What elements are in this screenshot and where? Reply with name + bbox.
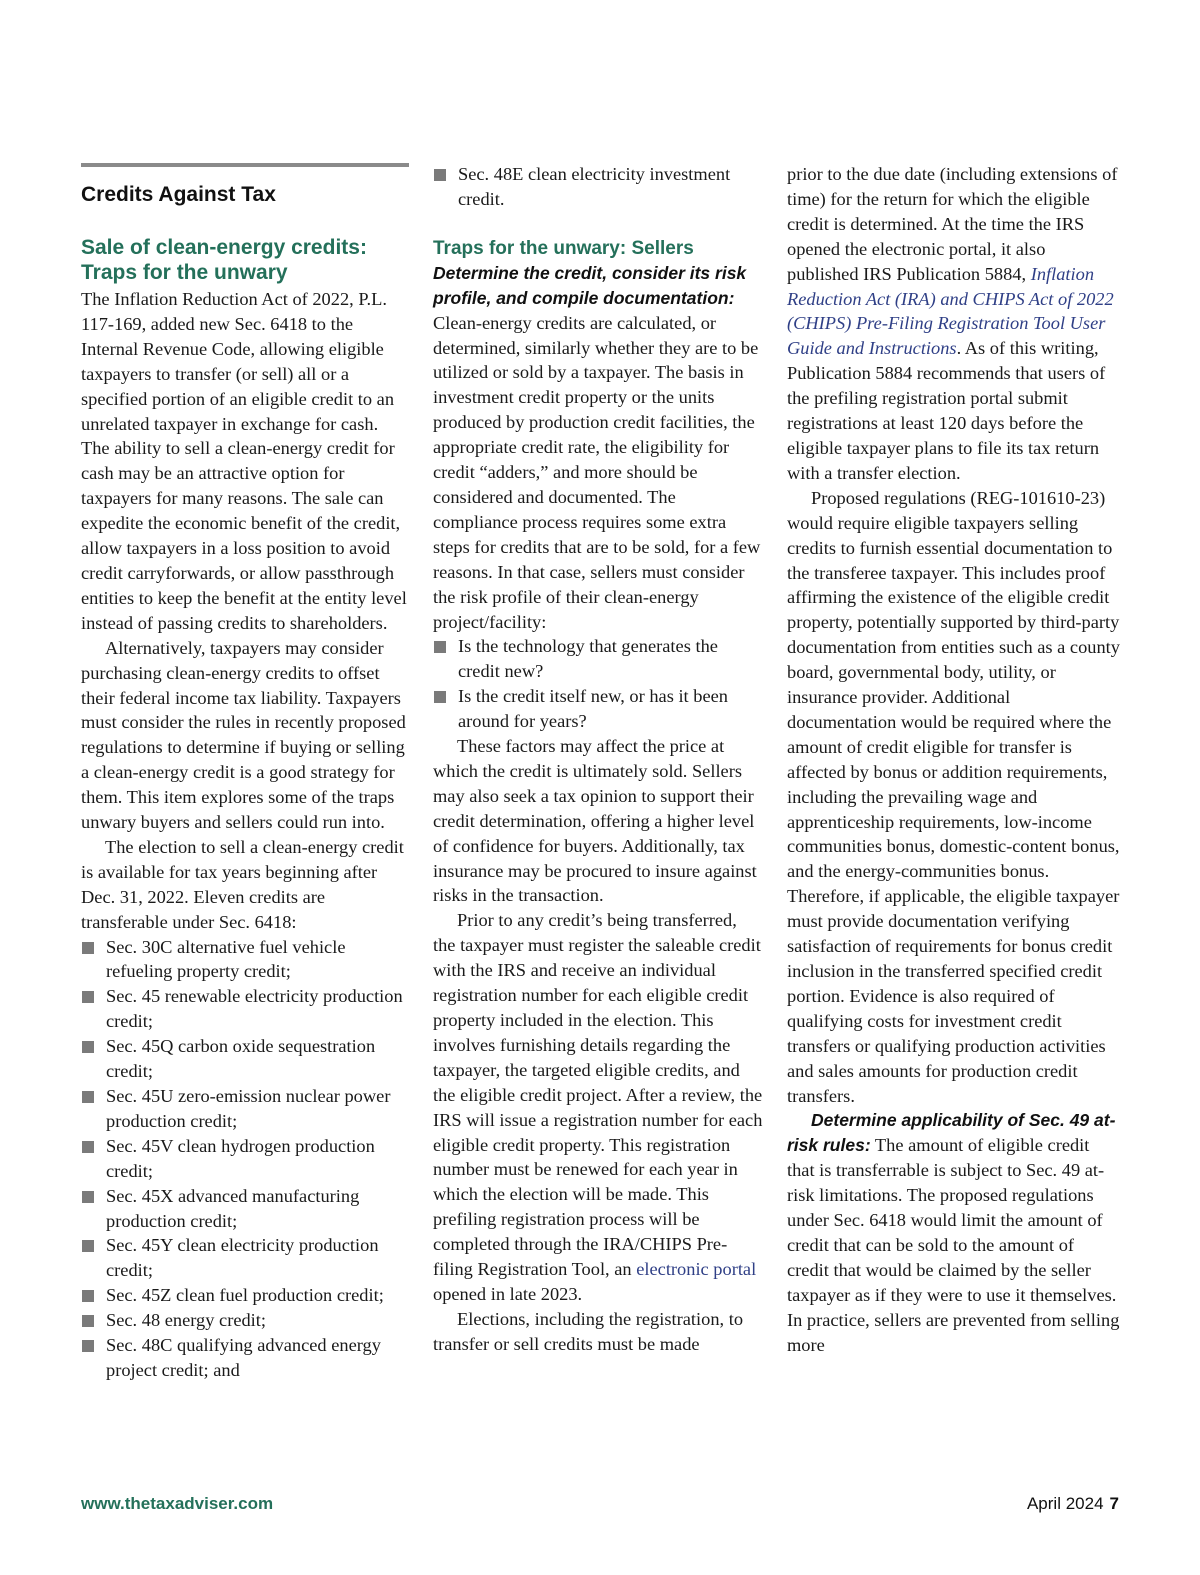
credits-list-continued (433, 162, 763, 212)
section-heading: Credits Against Tax (81, 183, 276, 206)
page-number: 7 (1109, 1494, 1119, 1513)
at-risk-paragraph (787, 1108, 1120, 1357)
electronic-portal-link[interactable]: electronic portal (636, 1259, 757, 1280)
due-date-paragraph (787, 162, 1120, 486)
proposed-regulations-paragraph: Proposed regulations (REG-101610-23) would require eligible taxpayers selling credits to furnish essential documentation to the transferee taxpayer. This includes proof affirming the existence of the eligible credit property, potentially supported by third-party documentation from entities such as a county board, governmental body, utility, or insurance provider. Additional documentation would be required where the amount of credit eligible for transfer is affected by bonus or addition requirements, including the prevailing wage and apprenticeship requirements, low-income communities bonus, domestic-content bonus, and the energy-communities bonus. Therefore, if applicable, the eligible taxpayer must provide documentation verifying satisfaction of requirements for bonus credit inclusion in the transferred specified credit portion. Evidence is also required of qualifying costs for investment credit transfers or qualifying production activities and sales amounts for production credit transfers. (787, 487, 1120, 1106)
list-item: Sec. 45Y clean electricity production credit; (81, 1233, 409, 1283)
article-title-line-2: Traps for the unwary (81, 261, 288, 284)
election-paragraph: The election to sell a clean-energy credit is available for tax years beginning after Dec. 31, 2022. Eleven credits are transferable under Sec. 6418: (81, 836, 404, 932)
registration-text: Prior to any credit’s being transferred, the taxpayer must register the saleable credit with the IRS and receive an individual registration number for each eligible credit property included in the election. This involves furnishing details regarding the taxpayer, the targeted eligible credits, and the eligible credit project. After a review, the IRS will issue a registration number for each eligible credit property. This registration number must be renewed for each year in which the election will be made. This prefiling registration process will be completed through the IRA/CHIPS Pre-filing Registration Tool, an (433, 910, 763, 1280)
footer-url[interactable]: www.thetaxadviser.com (81, 1494, 274, 1513)
top-rule (81, 163, 409, 167)
determine-credit-text: Clean-energy credits are calculated, or determined, similarly whether they are to be utilized or sold by a taxpayer. The basis in investment credit property or the units produced by production credit facilities, the appropriate credit rate, the eligibility for credit “adders,” and more should be considered and documented. The compliance process requires some extra steps for credits that are to be sold, for a few reasons. In that case, sellers must consider the risk profile of their clean-energy project/facility: (433, 312, 761, 632)
list-item: Sec. 45X advanced manufacturing production credit; (81, 1184, 409, 1234)
list-item: Sec. 48E clean electricity investment credit. (433, 162, 763, 212)
column-1 (81, 287, 409, 1383)
list-item: Sec. 30C alternative fuel vehicle refueling property credit; (81, 935, 409, 985)
intro-paragraph: The Inflation Reduction Act of 2022, P.L. 117-169, added new Sec. 6418 to the Internal Revenue Code, allowing eligible taxpayers to transfer (or sell) all or a specified portion of an eligible credit to an unrelated taxpayer in exchange for cash. The ability to sell a clean-energy credit for cash may be an attractive option for taxpayers for many reasons. The sale can expedite the economic benefit of the credit, allow taxpayers in a loss position to avoid credit carryforwards, or allow passthrough entities to keep the benefit at the entity level instead of passing credits to shareholders. (81, 289, 407, 633)
registration-text-end: opened in late 2023. (433, 1283, 583, 1304)
due-date-text-end: . As of this writing, Publication 5884 recommends that users of the prefiling registration portal submit registrations at least 120 days before the eligible taxpayer plans to file its tax return with a transfer election. (787, 338, 1106, 483)
at-risk-text: The amount of eligible credit that is transferrable is subject to Sec. 49 at-risk limitations. The proposed regulations under Sec. 6418 would limit the amount of credit that can be sold to the amount of credit that would be claimed by the seller taxpayer as if they were to use it themselves. In practice, sellers are prevented from selling more (787, 1135, 1120, 1355)
buyers-paragraph: Alternatively, taxpayers may consider purchasing clean-energy credits to offset their federal income tax liability. Taxpayers must consider the rules in recently proposed regulations to determine if buying or selling a clean-energy credit is a good strategy for them. This item explores some of the traps unwary buyers and sellers could run into. (81, 637, 406, 833)
list-item: Sec. 45V clean hydrogen production credit; (81, 1134, 409, 1184)
article-title (81, 235, 411, 285)
sellers-heading: Traps for the unwary: Sellers (433, 237, 694, 259)
due-date-text: prior to the due date (including extensions of time) for the return for which the eligible credit is determined. At the time the IRS opened the electronic portal, it also published IRS Publication 5884, (787, 164, 1118, 284)
list-item: Is the credit itself new, or has it been around for years? (433, 684, 763, 734)
list-item: Sec. 48C qualifying advanced energy project credit; and (81, 1333, 409, 1383)
footer-date: April 2024 (1026, 1494, 1104, 1513)
determine-credit-paragraph (433, 261, 763, 635)
column-2 (433, 162, 763, 1357)
credits-list (81, 935, 409, 1383)
elections-paragraph: Elections, including the registration, to transfer or sell credits must be made (433, 1308, 744, 1354)
determine-credit-runin: Determine the credit, consider its risk profile, and compile documentation: (433, 262, 747, 308)
list-item: Sec. 45 renewable electricity production credit; (81, 984, 409, 1034)
registration-paragraph (433, 908, 763, 1307)
at-risk-runin: Determine applicability of Sec. 49 at-risk rules: (787, 1110, 1116, 1156)
price-factors-paragraph: These factors may affect the price at which the credit is ultimately sold. Sellers may also seek a tax opinion to support their credit determination, offering a higher level of confidence for buyers. Additionally, tax insurance may be procured to insure against risks in the transaction. (433, 736, 757, 906)
list-item: Sec. 45Q carbon oxide sequestration credit; (81, 1034, 409, 1084)
list-item: Sec. 45Z clean fuel production credit; (81, 1283, 409, 1308)
risk-questions-list (433, 634, 763, 734)
list-item: Sec. 48 energy credit; (81, 1308, 409, 1333)
publication-link[interactable]: Inflation Reduction Act (IRA) and CHIPS Act of 2022 (CHIPS) Pre-Filing Registration Tool User Guide and Instructions (787, 263, 1114, 359)
list-item: Sec. 45U zero-emission nuclear power production credit; (81, 1084, 409, 1134)
article-title-line-1: Sale of clean-energy credits: (81, 236, 367, 259)
footer-date-page (1027, 1494, 1119, 1514)
list-item: Is the technology that generates the credit new? (433, 634, 763, 684)
column-3 (787, 162, 1120, 1358)
